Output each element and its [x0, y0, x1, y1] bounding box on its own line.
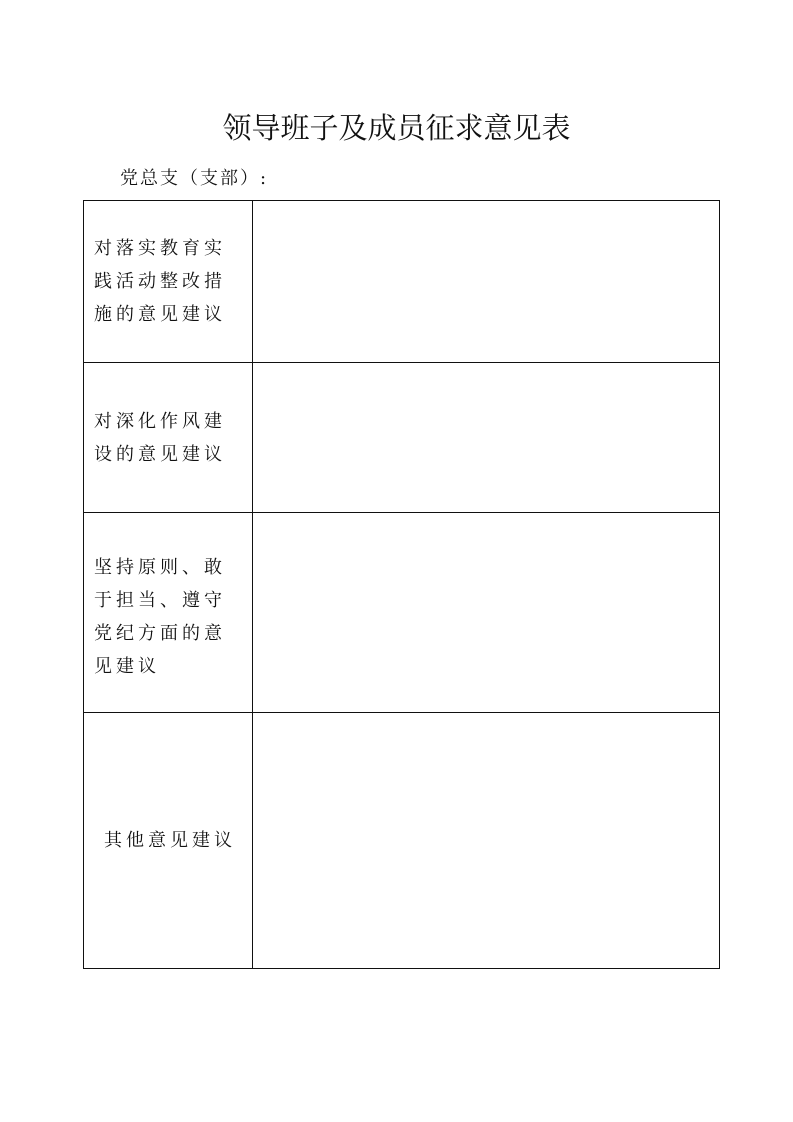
- row-content-cell[interactable]: [253, 363, 720, 513]
- row-label: 对落实教育实践活动整改措施的意见建议: [94, 238, 226, 325]
- table-row: [84, 713, 720, 969]
- row-content-cell[interactable]: [253, 713, 720, 969]
- row-label: 其他意见建议: [104, 830, 236, 851]
- table-row: [84, 201, 720, 363]
- table-row: [84, 363, 720, 513]
- row-content-cell[interactable]: [253, 201, 720, 363]
- row-label-cell: [84, 363, 253, 513]
- table-row: [84, 513, 720, 713]
- row-label: 坚持原则、敢于担当、遵守党纪方面的意见建议: [94, 557, 226, 677]
- row-label-cell: [84, 201, 253, 363]
- row-label-cell: [84, 513, 253, 713]
- form-title: 领导班子及成员征求意见表: [222, 111, 571, 145]
- row-content-cell[interactable]: [253, 513, 720, 713]
- row-label-cell: [84, 713, 253, 969]
- branch-label: 党总支（支部）:: [120, 168, 269, 189]
- row-label: 对深化作风建设的意见建议: [94, 410, 226, 465]
- feedback-table: [83, 200, 720, 969]
